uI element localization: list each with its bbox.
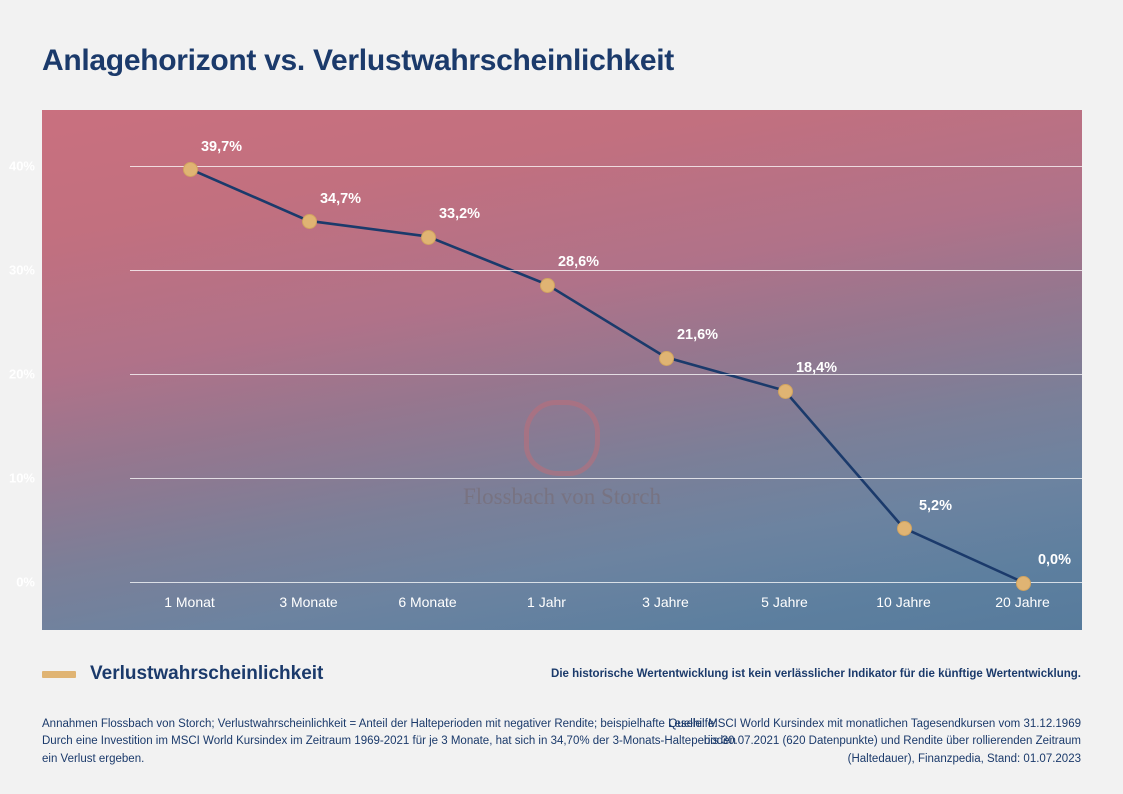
y-axis-tick-label: 0% — [16, 574, 35, 590]
gridline — [130, 478, 1082, 479]
x-axis-tick-label: 20 Jahre — [995, 594, 1050, 610]
x-axis-tick-label: 5 Jahre — [761, 594, 808, 610]
gridline — [130, 374, 1082, 375]
data-point-label: 0,0% — [1037, 552, 1072, 568]
y-axis-tick-label: 20% — [8, 366, 35, 382]
data-point-label: 28,6% — [557, 254, 600, 271]
data-point-label: 33,2% — [438, 206, 481, 223]
x-axis-tick-label: 10 Jahre — [876, 594, 931, 610]
x-axis-tick-label: 1 Jahr — [527, 594, 566, 610]
chart-panel — [8, 110, 1082, 630]
x-axis-tick-label: 3 Jahre — [642, 594, 689, 610]
x-axis-tick-label: 1 Monat — [164, 594, 215, 610]
data-point-label: 21,6% — [676, 327, 719, 344]
data-point — [778, 384, 793, 399]
legend-label: Verlustwahrscheinlichkeit — [90, 663, 324, 684]
data-point-label: 18,4% — [795, 360, 838, 377]
y-axis-tick-label: 40% — [8, 158, 35, 174]
data-point-label: 5,2% — [918, 497, 953, 514]
watermark-label: Flossbach von Storch — [462, 484, 662, 509]
x-axis-labels — [130, 582, 1082, 630]
page-title: Anlagehorizont vs. Verlustwahrscheinlichkeit — [42, 44, 674, 77]
y-axis-tick-label: 10% — [8, 470, 35, 486]
disclaimer-text: Die historische Wertentwicklung ist kein verlässlicher Indikator für die künftige Wertentwicklung. — [551, 668, 1081, 680]
footnote-left: Annahmen Flossbach von Storch; Verlustwahrscheinlichkeit = Anteil der Halteperioden mit negativer Rendite; beispielhafte Lesehilfe: Durch eine Investition im MSCI World Kursindex im Zeitraum 1969-2021 für je 3 Monate, hat sich in 34,70% der 3-Monats-Halteperioden ein Verlust ergeben. — [42, 718, 736, 765]
plot-area — [8, 124, 1082, 630]
y-axis-tick-label: 30% — [8, 262, 35, 278]
legend — [42, 663, 323, 685]
gridline — [130, 270, 1082, 271]
data-point-label: 39,7% — [200, 138, 243, 155]
legend-swatch — [42, 671, 76, 678]
data-point — [659, 351, 674, 366]
data-point — [540, 278, 555, 293]
gridline — [130, 166, 1082, 167]
series-line — [130, 124, 1082, 630]
x-axis-tick-label: 3 Monate — [279, 594, 338, 610]
x-axis-tick-label: 6 Monate — [398, 594, 457, 610]
data-point-label: 34,7% — [319, 190, 362, 207]
data-point — [421, 230, 436, 245]
footnote-right: Quelle: MSCI World Kursindex mit monatlichen Tagesendkursen vom 31.12.1969 bis 30.07.2021 (620 Datenpunkte) und Rendite über rollierenden Zeitraum (Haltedauer), Finanzpedia, Stand: 01.07.2023 — [668, 718, 1081, 765]
